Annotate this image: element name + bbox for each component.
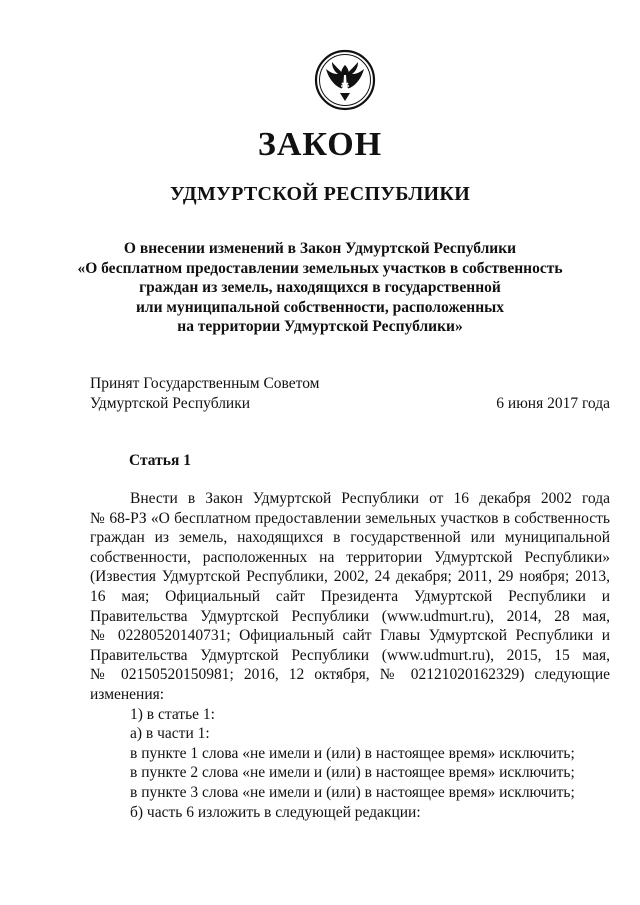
paragraph-line: Внести в Закон Удмуртской Республики от 16 декабря 2002 года <box>130 490 610 507</box>
law-title-line: на территории Удмуртской Республики» <box>177 318 463 335</box>
adoption-block <box>90 374 610 414</box>
paragraph-line: № 02280520140731; Официальный сайт Главы Удмуртской Республики и <box>90 627 610 645</box>
article-body <box>90 489 610 822</box>
document-subtitle: УДМУРТСКОЙ РЕСПУБЛИКИ <box>169 183 471 205</box>
article-heading: Статья 1 <box>129 452 191 469</box>
law-title <box>0 239 640 337</box>
adoption-row <box>90 394 610 414</box>
list-item: в пункте 1 слова «не имели и (или) в настоящее время» исключить; <box>130 744 575 762</box>
paragraph-line: Правительства Удмуртской Республики (www.udmurt.ru), 2014, 28 мая, <box>90 607 610 625</box>
paragraph-line: (Известия Удмуртской Республики, 2002, 24 декабря; 2011, 29 ноября; 2013, <box>90 568 610 586</box>
law-title-line: граждан из земель, находящихся в государственной <box>139 279 501 296</box>
list-item: б) часть 6 изложить в следующей редакции: <box>130 803 421 821</box>
paragraph-line: № 68-РЗ «О бесплатном предоставлении земельных участков в собственность <box>90 509 610 527</box>
list-item: 1) в статье 1: <box>130 705 215 723</box>
paragraph-line: граждан из земель, находящихся в государственной или муниципальной <box>90 529 610 547</box>
law-title-line: или муниципальной собственности, расположенных <box>136 298 504 316</box>
paragraph-line: изменения: <box>90 685 165 703</box>
list-item: в пункте 2 слова «не имели и (или) в настоящее время» исключить; <box>130 764 575 782</box>
list-item: в пункте 3 слова «не имели и (или) в настоящее время» исключить; <box>130 783 575 801</box>
adoption-body-line1: Принят Государственным Советом <box>90 375 320 392</box>
adoption-date: 6 июня 2017 года <box>496 395 610 412</box>
paragraph-line: 16 мая; Официальный сайт Президента Удмуртской Республики и <box>90 587 610 605</box>
document-title: ЗАКОН <box>257 126 383 163</box>
paragraph-line: Правительства Удмуртской Республики (www.udmurt.ru), 2015, 15 мая, <box>90 646 610 664</box>
adoption-row <box>90 374 610 394</box>
paragraph-line: № 02150520150981; 2016, 12 октября, № 02121020162329) следующие <box>90 666 610 684</box>
coat-of-arms-emblem <box>314 49 376 111</box>
adoption-body-line2: Удмуртской Республики <box>90 395 251 412</box>
list-item: а) в части 1: <box>130 725 210 743</box>
law-title-line: О внесении изменений в Закон Удмуртской Республики <box>123 240 517 257</box>
law-title-line: «О бесплатном предоставлении земельных участков в собственность <box>77 259 563 277</box>
paragraph-line: собственности, расположенных на территории Удмуртской Республики» <box>90 548 610 566</box>
